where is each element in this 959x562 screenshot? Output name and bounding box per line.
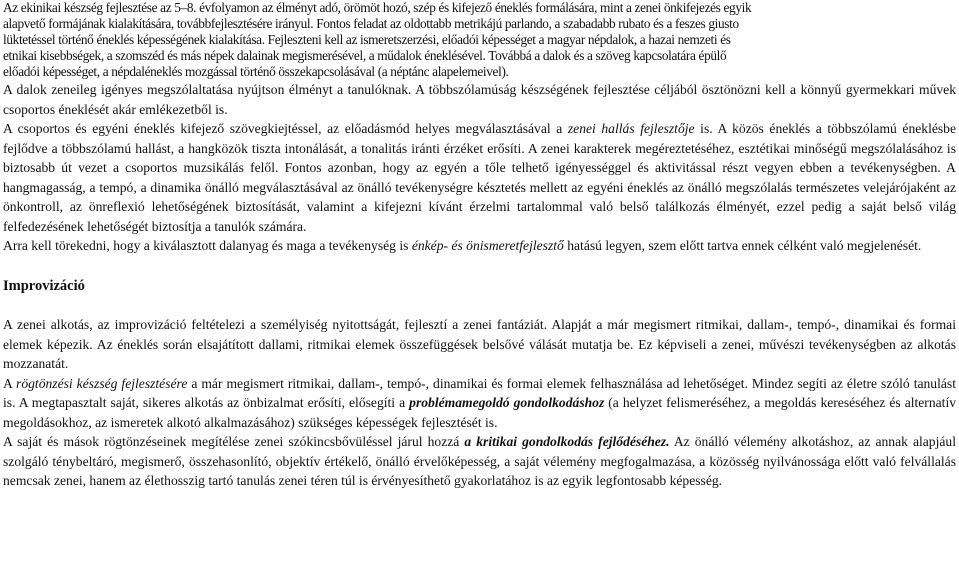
text-run: A csoportos és egyéni éneklés kifejező szövegkiejtéssel, az előadásmód helyes megválasztásával a <box>3 121 568 136</box>
paragraph: A zenei alkotás, az improvizáció feltételezi a személyiség nyitottságát, fejlesztí a zenei fantáziát. Alapját a már megismert ritmikai, dallam-, tempó-, dinamikai és formai elemek képezik. Az éneklés során elsajátított dallami, ritmikai elemek összefüggések belsővé válását mutatja be. Ez képviseli a zenei, művészi tevékenységben az alkotás mozzanatát. <box>3 317 956 371</box>
italic-phrase: rögtönzési készség fejlesztésére <box>16 375 188 391</box>
text-run: (a helyzet felismeréséhez, a megoldás kereséséhez és alternatív megoldásokhoz, az ismeretek alkotó alkalmazásához) szükséges képességek fejlesztését is. <box>3 395 957 430</box>
text-run: a már megismert ritmikai, dallam-, tempó-, dinamikai és formai elemek felhasználása ad lehetőséget. Mindez segíti az életre szóló tanulást is. A megtapasztalt saját, sikeres alkotás az önbizalmat erősíti, elősegíti a <box>3 375 956 410</box>
document-page <box>3 0 956 491</box>
text-run: Arra kell törekedni, hogy a kiválasztott dalanyag és maga a tevékenység is <box>3 238 412 253</box>
italic-phrase: zenei hallás fejlesztője <box>567 121 695 136</box>
text-line: lüktetéssel történő éneklés képességének kialakítása. Fejleszteni kell az ismeretszerzési, előadói képességet a magyar népdalok, a hazai nemzeti és <box>3 32 731 47</box>
text-line: előadói képességet, a népdaléneklés mozgással történő összekapcsolásával (a néptánc alapelemeivel). <box>3 64 509 79</box>
text-run: is. A közös éneklés a többszólamú éneklésbe fejlődve a többszólamú hallást, a hangközök tiszta intonálását, a tonalitás iránti érzéket erősíti. A zenei karakterek megéreztetéséhez, esztétikai minőségű megszólalásához is biztosabb út vezet a csoportos muzsikálás felől. Fontos azonban, hogy az egyén a tőle telhető igényességgel és aktivitással részt vegyen ebben a tevékenységben. A hangmagasság, a tempó, a dinamika önálló megválasztásával az önálló tevékenységre késztetés mellett az egyéni éneklés az önálló megszólalás természetes velejárójaként az önkontroll, az önreflexió lehetőségének biztosítását, valamint a kifejezni kívánt érzelmi tartalommal való belső találkozás élményét, ezzel pedig a saját belső világ felfedezésének lehetőségét biztosítja a tanulók számára. <box>3 121 957 234</box>
text-line: alapvető formájának kialakítására, továbbfejlesztésére irányul. Fontos feladat az oldottabb metrikájú parlando, a szabadabb rubato és a feszes giusto <box>3 16 739 31</box>
intro-paragraph <box>3 0 956 80</box>
text-line: etnikai kisebbségek, a szomszéd és más népek dalainak megismerésével, a műdalok éneklésével. Továbbá a dalok és a szöveg kapcsolatára épülő <box>3 48 727 63</box>
bold-italic-phrase: a kritikai gondolkodás fejlődéséhez. <box>464 434 670 449</box>
italic-phrase: énkép- és önismeretfejlesztő <box>411 238 564 253</box>
section-heading: Improvizáció <box>3 277 85 294</box>
paragraph: A dalok zeneileg igényes megszólaltatása nyújtson élményt a tanulóknak. A többszólamúság készségének fejlesztése céljából ösztönözni kell a könnyű gyermekkari művek csoportos éneklését akár emlékezetből is. <box>3 82 956 117</box>
paragraph <box>3 236 956 256</box>
text-line: Az ekinikai készség fejlesztése az 5–8. évfolyamon az élményt adó, örömöt hozó, szép és kifejező éneklés formálására, mint a zenei önkifejezés egyik <box>3 0 752 15</box>
bold-italic-phrase: problémamegoldó gondolkodáshoz <box>409 395 605 410</box>
text-run: A <box>3 375 17 391</box>
paragraph <box>3 119 956 236</box>
text-run: Az önálló vélemény alkotáshoz, az annak alapjául szolgáló ténybeltáró, megismerő, összehasonlító, objektív értékelő, önálló érvelőképesség, a saját vélemény megfogalmazása, a közösség nyilvánossága előtt való felvállalás nemcsak zenei, hanem az élethosszig tartó tanulás zenei téren túl is érvényesíthető gyakorlatához is az egyik legfontosabb képesség. <box>3 434 956 488</box>
paragraph <box>3 432 956 491</box>
text-run: A saját és mások rögtönzéseinek megítélése zenei szókincsbővüléssel járul hozzá <box>3 434 465 449</box>
text-run: hatású legyen, szem előtt tartva ennek célként való megjelenését. <box>563 238 922 253</box>
paragraph <box>3 374 956 433</box>
